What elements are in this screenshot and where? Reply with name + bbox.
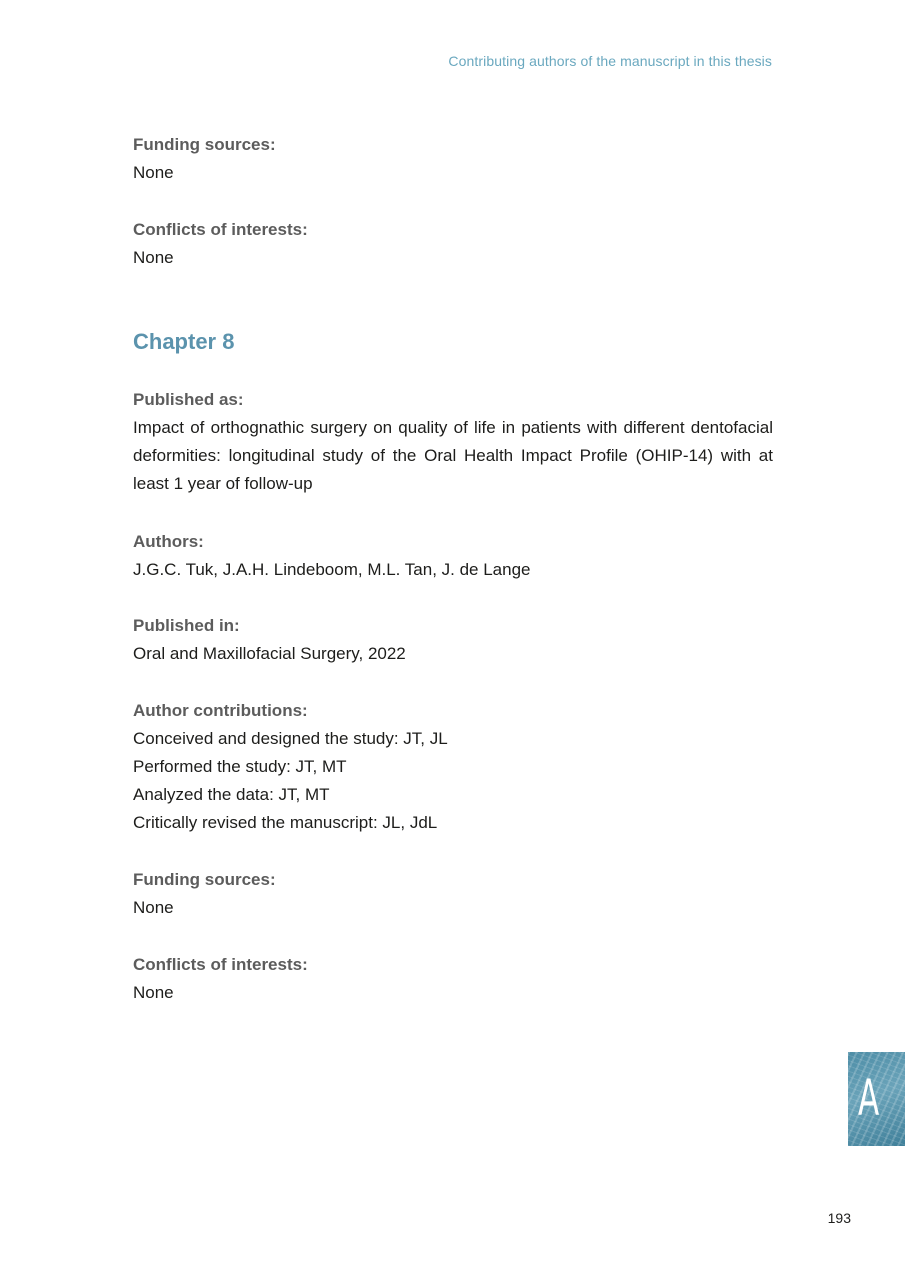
- prev-funding-section: [133, 131, 773, 187]
- conflicts-value: None: [133, 983, 174, 1002]
- funding-label: Funding sources:: [133, 135, 276, 154]
- published-as-label: Published as:: [133, 390, 244, 409]
- authors-value: J.G.C. Tuk, J.A.H. Lindeboom, M.L. Tan, J. de Lange: [133, 560, 531, 579]
- contributions-label: Author contributions:: [133, 701, 308, 720]
- page-number: 193: [827, 1210, 851, 1226]
- appendix-tab-letter: A: [858, 1069, 880, 1127]
- authors-label: Authors:: [133, 532, 204, 551]
- conflicts-value: None: [133, 248, 174, 267]
- published-in-value: Oral and Maxillofacial Surgery, 2022: [133, 644, 406, 663]
- published-as-value: Impact of orthognathic surgery on quality of life in patients with different dentofacial deformities: longitudinal study of the Oral Health Impact Profile (OHIP-14) with at least 1 year of follow-up: [133, 418, 773, 493]
- published-in-section: [133, 612, 773, 668]
- running-header: Contributing authors of the manuscript in this thesis: [448, 53, 772, 69]
- appendix-tab: [848, 1052, 905, 1146]
- funding-value: None: [133, 898, 174, 917]
- contribution-item: Conceived and designed the study: JT, JL: [133, 729, 448, 748]
- conflicts-section: [133, 951, 773, 1007]
- prev-conflicts-section: [133, 216, 773, 272]
- funding-section: [133, 866, 773, 922]
- funding-label: Funding sources:: [133, 870, 276, 889]
- published-in-label: Published in:: [133, 616, 240, 635]
- conflicts-label: Conflicts of interests:: [133, 220, 308, 239]
- contributions-section: [133, 697, 773, 837]
- contribution-item: Performed the study: JT, MT: [133, 757, 347, 776]
- conflicts-label: Conflicts of interests:: [133, 955, 308, 974]
- chapter-title: Chapter 8: [133, 329, 235, 354]
- funding-value: None: [133, 163, 174, 182]
- authors-section: [133, 528, 773, 584]
- published-as-section: [133, 386, 773, 498]
- contribution-item: Analyzed the data: JT, MT: [133, 785, 330, 804]
- contribution-item: Critically revised the manuscript: JL, JdL: [133, 813, 438, 832]
